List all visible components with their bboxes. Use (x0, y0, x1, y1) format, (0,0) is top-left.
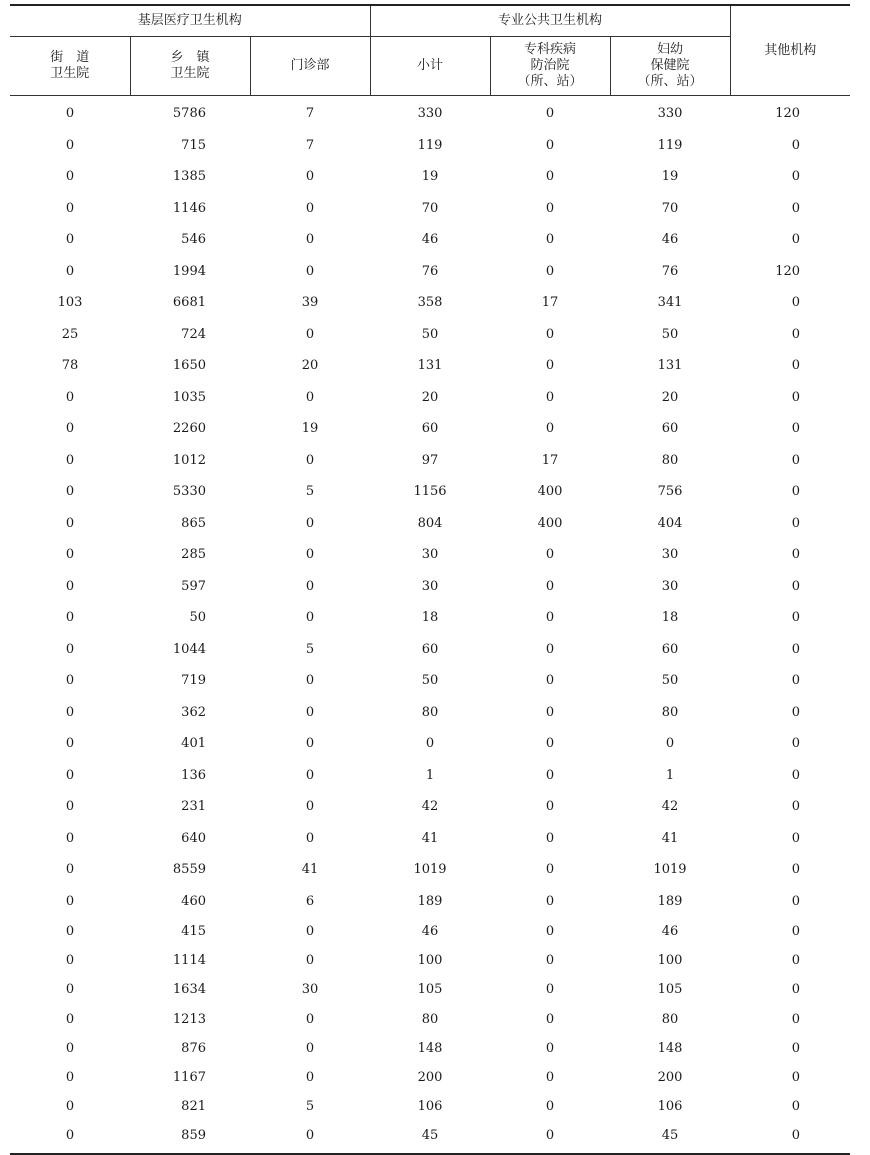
cell-specialty-disease-center: 0 (545, 389, 555, 405)
cell-maternal-child-health: 1019 (653, 862, 687, 878)
header-other-institutions: 其他机构 (730, 5, 850, 96)
cell-outpatient-dept: 0 (305, 767, 315, 783)
cell-township-health-center: 50 (189, 610, 206, 626)
cell-other-institutions: 0 (791, 799, 801, 815)
table-row (10, 665, 850, 697)
cell-subtotal: 1019 (413, 862, 447, 878)
cell-outpatient-dept: 0 (305, 263, 315, 279)
cell-other-institutions: 0 (791, 295, 801, 311)
cell-maternal-child-health: 70 (661, 200, 679, 216)
cell-other-institutions: 0 (791, 137, 801, 153)
cell-township-health-center: 1634 (172, 982, 206, 998)
cell-outpatient-dept: 0 (305, 1011, 315, 1027)
statistics-table-page (10, 4, 850, 1151)
cell-maternal-child-health: 80 (661, 1011, 679, 1027)
cell-specialty-disease-center: 0 (545, 263, 555, 279)
cell-specialty-disease-center: 0 (545, 893, 555, 909)
header-town-line1: 乡 镇 (170, 50, 210, 65)
cell-other-institutions: 0 (791, 484, 801, 500)
cell-outpatient-dept: 7 (305, 137, 315, 153)
cell-outpatient-dept: 0 (305, 610, 315, 626)
table-row (10, 634, 850, 666)
table-row (10, 224, 850, 256)
cell-street-health-center: 0 (65, 232, 75, 248)
cell-township-health-center: 865 (181, 515, 206, 531)
cell-subtotal: 1 (425, 767, 435, 783)
cell-street-health-center: 0 (65, 953, 75, 969)
cell-street-health-center: 0 (65, 641, 75, 657)
cell-other-institutions: 0 (791, 982, 801, 998)
cell-subtotal: 80 (421, 1011, 439, 1027)
cell-township-health-center: 1146 (172, 200, 206, 216)
cell-street-health-center: 0 (65, 673, 75, 689)
cell-specialty-disease-center: 0 (545, 169, 555, 185)
cell-outpatient-dept: 0 (305, 830, 315, 846)
header-special-line2: 防治院 (530, 58, 570, 73)
cell-maternal-child-health: 50 (661, 673, 679, 689)
table-row (10, 697, 850, 729)
cell-specialty-disease-center: 0 (545, 953, 555, 969)
cell-other-institutions: 0 (791, 1128, 801, 1144)
cell-other-institutions: 120 (775, 263, 801, 279)
table-row (10, 508, 850, 540)
cell-specialty-disease-center: 0 (545, 232, 555, 248)
cell-maternal-child-health: 20 (661, 389, 679, 405)
cell-maternal-child-health: 76 (661, 263, 679, 279)
cell-subtotal: 330 (417, 106, 443, 122)
table-row (10, 791, 850, 823)
cell-maternal-child-health: 1 (665, 767, 675, 783)
cell-subtotal: 131 (417, 358, 443, 374)
cell-other-institutions: 0 (791, 232, 801, 248)
cell-specialty-disease-center: 0 (545, 1070, 555, 1086)
table-row (10, 760, 850, 792)
cell-subtotal: 60 (421, 421, 439, 437)
cell-street-health-center: 25 (61, 326, 79, 342)
cell-subtotal: 19 (421, 169, 439, 185)
cell-subtotal: 100 (417, 953, 443, 969)
cell-subtotal: 358 (417, 295, 443, 311)
table-row (10, 886, 850, 918)
cell-outpatient-dept: 0 (305, 704, 315, 720)
table-row (10, 350, 850, 382)
cell-subtotal: 46 (421, 924, 439, 940)
cell-maternal-child-health: 119 (657, 137, 683, 153)
cell-subtotal: 200 (417, 1070, 443, 1086)
table-row (10, 946, 850, 975)
cell-subtotal: 30 (421, 547, 439, 563)
cell-maternal-child-health: 30 (661, 547, 679, 563)
cell-other-institutions: 0 (791, 736, 801, 752)
cell-other-institutions: 0 (791, 389, 801, 405)
cell-outpatient-dept: 0 (305, 673, 315, 689)
cell-subtotal: 41 (421, 830, 439, 846)
cell-other-institutions: 0 (791, 1070, 801, 1086)
cell-other-institutions: 0 (791, 704, 801, 720)
cell-township-health-center: 401 (181, 736, 206, 752)
cell-subtotal: 50 (421, 326, 439, 342)
cell-subtotal: 70 (421, 200, 439, 216)
cell-subtotal: 50 (421, 673, 439, 689)
cell-outpatient-dept: 5 (305, 484, 315, 500)
cell-other-institutions: 0 (791, 200, 801, 216)
cell-township-health-center: 546 (181, 232, 206, 248)
cell-street-health-center: 103 (57, 295, 83, 311)
cell-maternal-child-health: 100 (657, 953, 683, 969)
table-row (10, 287, 850, 319)
cell-specialty-disease-center: 17 (541, 295, 559, 311)
cell-outpatient-dept: 5 (305, 1099, 315, 1115)
cell-other-institutions: 0 (791, 421, 801, 437)
header-township-health-center (130, 37, 250, 96)
cell-subtotal: 1156 (413, 484, 447, 500)
cell-maternal-child-health: 41 (661, 830, 679, 846)
cell-subtotal: 45 (421, 1128, 439, 1144)
cell-outpatient-dept: 30 (301, 982, 319, 998)
cell-specialty-disease-center: 0 (545, 1040, 555, 1056)
cell-specialty-disease-center: 0 (545, 767, 555, 783)
header-outpatient-dept: 门诊部 (250, 37, 370, 96)
cell-street-health-center: 0 (65, 547, 75, 563)
table-row (10, 413, 850, 445)
cell-specialty-disease-center: 0 (545, 1011, 555, 1027)
cell-maternal-child-health: 45 (661, 1128, 679, 1144)
cell-maternal-child-health: 46 (661, 232, 679, 248)
cell-township-health-center: 231 (181, 799, 206, 815)
cell-street-health-center: 0 (65, 610, 75, 626)
cell-maternal-child-health: 80 (661, 452, 679, 468)
table-row (10, 602, 850, 634)
cell-township-health-center: 724 (181, 326, 206, 342)
cell-maternal-child-health: 756 (657, 484, 683, 500)
cell-outpatient-dept: 0 (305, 736, 315, 752)
table-row (10, 382, 850, 414)
cell-outpatient-dept: 39 (301, 295, 319, 311)
cell-outpatient-dept: 5 (305, 641, 315, 657)
table-row (10, 571, 850, 603)
cell-other-institutions: 0 (791, 1011, 801, 1027)
cell-township-health-center: 821 (181, 1099, 206, 1115)
cell-specialty-disease-center: 0 (545, 326, 555, 342)
cell-township-health-center: 5786 (172, 106, 206, 122)
cell-subtotal: 80 (421, 704, 439, 720)
cell-specialty-disease-center: 0 (545, 547, 555, 563)
cell-other-institutions: 120 (775, 106, 801, 122)
cell-township-health-center: 715 (181, 137, 206, 153)
cell-maternal-child-health: 42 (661, 799, 679, 815)
cell-subtotal: 97 (421, 452, 439, 468)
cell-outpatient-dept: 0 (305, 326, 315, 342)
header-street-line1: 街 道 (50, 50, 90, 65)
cell-street-health-center: 0 (65, 200, 75, 216)
cell-other-institutions: 0 (791, 326, 801, 342)
cell-other-institutions: 0 (791, 830, 801, 846)
cell-street-health-center: 0 (65, 484, 75, 500)
cell-outpatient-dept: 0 (305, 799, 315, 815)
cell-maternal-child-health: 189 (657, 893, 683, 909)
cell-other-institutions: 0 (791, 893, 801, 909)
cell-township-health-center: 1994 (172, 263, 206, 279)
header-street-health-center (10, 37, 130, 96)
cell-other-institutions: 0 (791, 1040, 801, 1056)
cell-township-health-center: 1114 (172, 953, 206, 969)
table-header (10, 5, 850, 96)
cell-specialty-disease-center: 0 (545, 578, 555, 594)
cell-outpatient-dept: 0 (305, 232, 315, 248)
header-group-public-health: 专业公共卫生机构 (370, 5, 730, 37)
cell-maternal-child-health: 46 (661, 924, 679, 940)
header-group-primary-care: 基层医疗卫生机构 (10, 5, 370, 37)
header-subtotal: 小计 (370, 37, 490, 96)
table-row (10, 1092, 850, 1121)
cell-maternal-child-health: 30 (661, 578, 679, 594)
cell-street-health-center: 0 (65, 1040, 75, 1056)
cell-specialty-disease-center: 0 (545, 799, 555, 815)
cell-street-health-center: 0 (65, 106, 75, 122)
cell-specialty-disease-center: 17 (541, 452, 559, 468)
cell-outpatient-dept: 0 (305, 515, 315, 531)
table-row (10, 96, 850, 130)
cell-township-health-center: 5330 (172, 484, 206, 500)
cell-township-health-center: 1012 (172, 452, 206, 468)
header-mch-line1: 妇幼 (657, 42, 684, 57)
cell-outpatient-dept: 0 (305, 924, 315, 940)
table-row (10, 728, 850, 760)
cell-other-institutions: 0 (791, 169, 801, 185)
cell-other-institutions: 0 (791, 547, 801, 563)
cell-township-health-center: 1385 (172, 169, 206, 185)
cell-outpatient-dept: 0 (305, 953, 315, 969)
cell-township-health-center: 1213 (172, 1011, 206, 1027)
cell-outpatient-dept: 0 (305, 452, 315, 468)
cell-specialty-disease-center: 400 (537, 515, 563, 531)
cell-specialty-disease-center: 0 (545, 736, 555, 752)
cell-specialty-disease-center: 0 (545, 200, 555, 216)
cell-township-health-center: 8559 (172, 862, 206, 878)
cell-township-health-center: 719 (181, 673, 206, 689)
cell-specialty-disease-center: 0 (545, 106, 555, 122)
header-mch-line2: 保健院 (650, 58, 690, 73)
cell-street-health-center: 78 (61, 358, 79, 374)
cell-outpatient-dept: 0 (305, 578, 315, 594)
cell-township-health-center: 640 (181, 830, 206, 846)
cell-street-health-center: 0 (65, 169, 75, 185)
cell-street-health-center: 0 (65, 1011, 75, 1027)
cell-maternal-child-health: 60 (661, 421, 679, 437)
cell-maternal-child-health: 105 (657, 982, 683, 998)
cell-specialty-disease-center: 0 (545, 358, 555, 374)
cell-maternal-child-health: 404 (657, 515, 683, 531)
cell-street-health-center: 0 (65, 862, 75, 878)
cell-subtotal: 0 (425, 736, 435, 752)
table-row (10, 130, 850, 162)
cell-subtotal: 46 (421, 232, 439, 248)
cell-subtotal: 18 (421, 610, 439, 626)
cell-outpatient-dept: 41 (301, 862, 319, 878)
cell-maternal-child-health: 80 (661, 704, 679, 720)
cell-specialty-disease-center: 0 (545, 1099, 555, 1115)
cell-outpatient-dept: 0 (305, 1070, 315, 1086)
cell-specialty-disease-center: 0 (545, 982, 555, 998)
cell-other-institutions: 0 (791, 515, 801, 531)
table-row (10, 193, 850, 225)
cell-outpatient-dept: 6 (305, 893, 315, 909)
cell-street-health-center: 0 (65, 578, 75, 594)
cell-specialty-disease-center: 0 (545, 641, 555, 657)
cell-specialty-disease-center: 0 (545, 704, 555, 720)
cell-street-health-center: 0 (65, 137, 75, 153)
cell-subtotal: 60 (421, 641, 439, 657)
table-row (10, 1063, 850, 1092)
table-row (10, 445, 850, 477)
cell-specialty-disease-center: 0 (545, 1128, 555, 1144)
cell-specialty-disease-center: 0 (545, 673, 555, 689)
table-row (10, 854, 850, 886)
cell-street-health-center: 0 (65, 799, 75, 815)
cell-maternal-child-health: 106 (657, 1099, 683, 1115)
table-row (10, 476, 850, 508)
cell-outpatient-dept: 7 (305, 106, 315, 122)
table-row (10, 823, 850, 855)
table-row (10, 539, 850, 571)
cell-subtotal: 20 (421, 389, 439, 405)
table-row (10, 1005, 850, 1034)
table-row (10, 161, 850, 193)
table-body (10, 96, 850, 1151)
table-row (10, 975, 850, 1004)
cell-other-institutions: 0 (791, 1099, 801, 1115)
cell-street-health-center: 0 (65, 830, 75, 846)
cell-other-institutions: 0 (791, 767, 801, 783)
cell-outpatient-dept: 0 (305, 389, 315, 405)
cell-maternal-child-health: 18 (661, 610, 679, 626)
cell-other-institutions: 0 (791, 673, 801, 689)
cell-maternal-child-health: 50 (661, 326, 679, 342)
table-row (10, 1121, 850, 1150)
cell-outpatient-dept: 0 (305, 1128, 315, 1144)
cell-street-health-center: 0 (65, 1099, 75, 1115)
header-special-line1: 专科疾病 (524, 42, 577, 57)
cell-street-health-center: 0 (65, 1070, 75, 1086)
cell-street-health-center: 0 (65, 452, 75, 468)
cell-township-health-center: 362 (181, 704, 206, 720)
cell-township-health-center: 1044 (172, 641, 206, 657)
cell-township-health-center: 1650 (172, 358, 206, 374)
cell-outpatient-dept: 19 (301, 421, 319, 437)
cell-maternal-child-health: 0 (665, 736, 675, 752)
cell-specialty-disease-center: 0 (545, 421, 555, 437)
cell-other-institutions: 0 (791, 578, 801, 594)
cell-subtotal: 106 (417, 1099, 443, 1115)
header-street-line2: 卫生院 (50, 66, 90, 81)
cell-street-health-center: 0 (65, 263, 75, 279)
table-row (10, 319, 850, 351)
cell-street-health-center: 0 (65, 767, 75, 783)
header-maternal-child-health (610, 37, 730, 96)
header-special-line3: （所、站） (517, 74, 583, 89)
table-row (10, 256, 850, 288)
cell-subtotal: 189 (417, 893, 443, 909)
cell-specialty-disease-center: 400 (537, 484, 563, 500)
cell-township-health-center: 2260 (172, 421, 206, 437)
cell-township-health-center: 6681 (172, 295, 206, 311)
cell-township-health-center: 597 (181, 578, 206, 594)
table-row (10, 1034, 850, 1063)
cell-township-health-center: 876 (181, 1040, 206, 1056)
table-row (10, 917, 850, 946)
cell-maternal-child-health: 131 (657, 358, 683, 374)
health-institutions-table (10, 4, 850, 1151)
cell-outpatient-dept: 0 (305, 169, 315, 185)
cell-subtotal: 105 (417, 982, 443, 998)
cell-maternal-child-health: 148 (657, 1040, 683, 1056)
cell-township-health-center: 415 (181, 924, 206, 940)
cell-specialty-disease-center: 0 (545, 862, 555, 878)
cell-township-health-center: 136 (181, 767, 206, 783)
cell-maternal-child-health: 330 (657, 106, 683, 122)
cell-street-health-center: 0 (65, 704, 75, 720)
cell-other-institutions: 0 (791, 862, 801, 878)
cell-outpatient-dept: 0 (305, 1040, 315, 1056)
cell-subtotal: 148 (417, 1040, 443, 1056)
cell-street-health-center: 0 (65, 389, 75, 405)
cell-specialty-disease-center: 0 (545, 610, 555, 626)
cell-outpatient-dept: 20 (301, 358, 319, 374)
cell-maternal-child-health: 19 (661, 169, 679, 185)
cell-other-institutions: 0 (791, 641, 801, 657)
cell-other-institutions: 0 (791, 953, 801, 969)
cell-township-health-center: 1167 (172, 1070, 206, 1086)
cell-outpatient-dept: 0 (305, 547, 315, 563)
cell-other-institutions: 0 (791, 452, 801, 468)
cell-subtotal: 42 (421, 799, 439, 815)
cell-maternal-child-health: 60 (661, 641, 679, 657)
cell-other-institutions: 0 (791, 924, 801, 940)
cell-specialty-disease-center: 0 (545, 137, 555, 153)
cell-township-health-center: 1035 (172, 389, 206, 405)
cell-other-institutions: 0 (791, 610, 801, 626)
cell-township-health-center: 859 (181, 1128, 206, 1144)
cell-street-health-center: 0 (65, 421, 75, 437)
cell-street-health-center: 0 (65, 515, 75, 531)
cell-street-health-center: 0 (65, 982, 75, 998)
cell-subtotal: 804 (417, 515, 443, 531)
cell-street-health-center: 0 (65, 1128, 75, 1144)
cell-subtotal: 119 (417, 137, 443, 153)
header-mch-line3: （所、站） (637, 74, 703, 89)
cell-township-health-center: 460 (181, 893, 206, 909)
cell-street-health-center: 0 (65, 736, 75, 752)
cell-street-health-center: 0 (65, 924, 75, 940)
cell-maternal-child-health: 341 (657, 295, 683, 311)
cell-subtotal: 76 (421, 263, 439, 279)
cell-specialty-disease-center: 0 (545, 830, 555, 846)
header-specialty-disease-center (490, 37, 610, 96)
cell-outpatient-dept: 0 (305, 200, 315, 216)
cell-township-health-center: 285 (181, 547, 206, 563)
cell-specialty-disease-center: 0 (545, 924, 555, 940)
cell-subtotal: 30 (421, 578, 439, 594)
header-town-line2: 卫生院 (170, 66, 210, 81)
cell-other-institutions: 0 (791, 358, 801, 374)
cell-maternal-child-health: 200 (657, 1070, 683, 1086)
cell-street-health-center: 0 (65, 893, 75, 909)
